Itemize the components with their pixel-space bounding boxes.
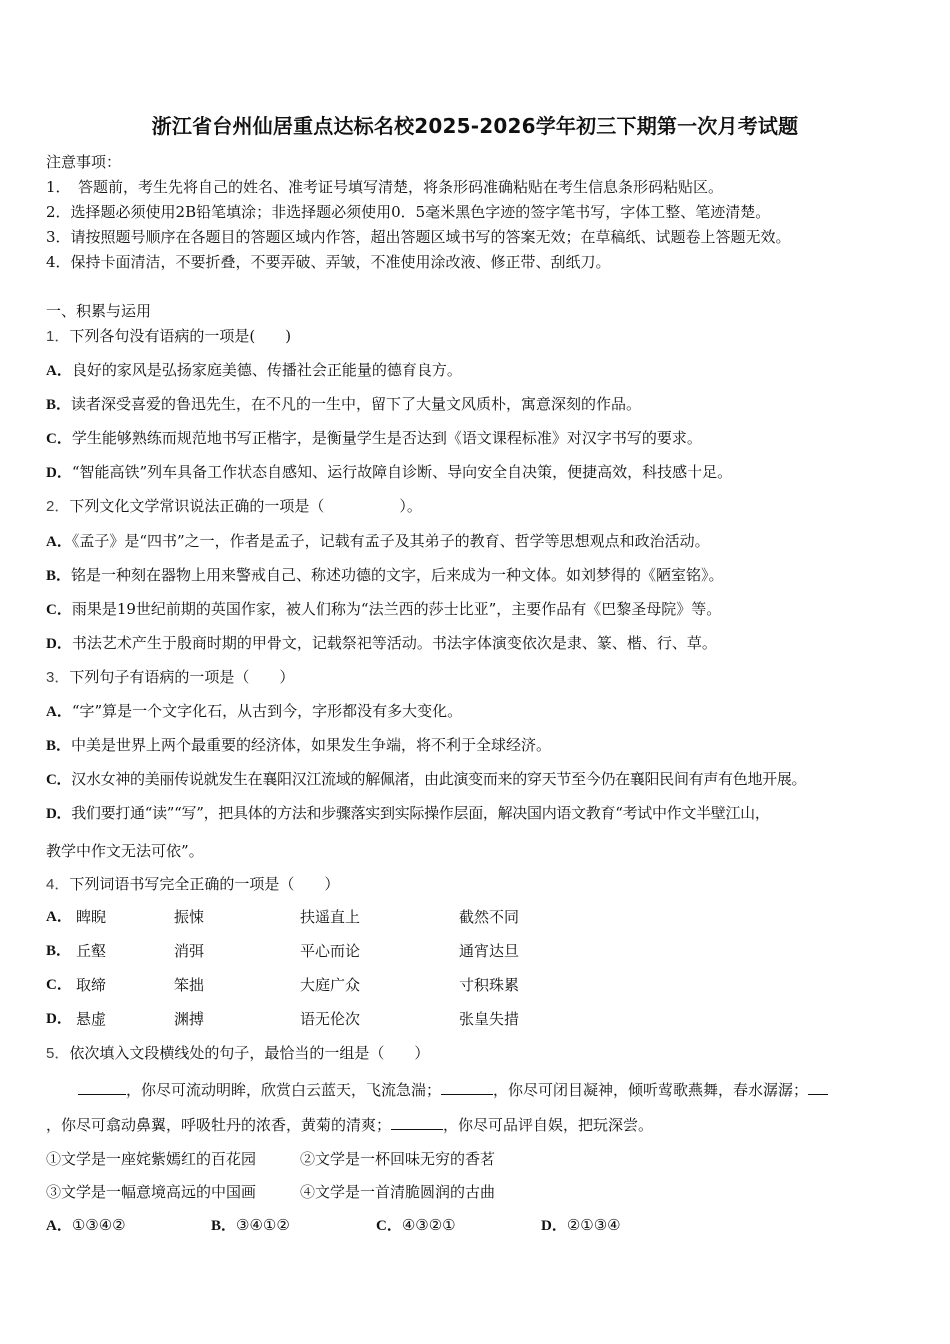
choice-d: [541, 1215, 621, 1236]
question-2-option-b: [46, 565, 724, 586]
passage-text: ，你尽可品评自娱，把玩深尝。: [443, 1116, 654, 1134]
question-1-option-c: [46, 428, 702, 449]
option-label: D．: [46, 636, 72, 652]
sentence-item-1: ①文学是一座姹紫嫣红的百花园: [46, 1150, 257, 1168]
sentence-item-2: ②文学是一杯回味无穷的香茗: [300, 1150, 496, 1168]
question-2-option-d: [46, 633, 717, 654]
option-label: B．: [46, 568, 72, 584]
question-3-option-b: [46, 735, 551, 756]
option-label: A．: [46, 1218, 72, 1234]
question-text: 下列文化文学常识说法正确的一项是（ ）。: [69, 497, 422, 515]
question-number: 1．: [46, 328, 70, 345]
option-text: 学生能够熟练而规范地书写正楷字，是衡量学生是否达到《语文课程标准》对汉字书写的要求。: [71, 429, 702, 447]
option-label: D．: [46, 1011, 72, 1027]
option-text: 雨果是19世纪前期的英国作家，被人们称为“法兰西的莎士比亚”，主要作品有《巴黎圣母院》等。: [71, 600, 722, 618]
notice-item: 4．保持卡面清洁，不要折叠，不要弄破、弄皱，不准使用涂改液、修正带、刮纸刀。: [46, 253, 611, 271]
exam-title: 浙江省台州仙居重点达标名校2025-2026学年初三下期第一次月考试题: [151, 114, 799, 138]
option-text: ④③②①: [401, 1216, 456, 1234]
option-label: B．: [46, 943, 72, 959]
word: 睥睨: [76, 908, 107, 926]
question-3-option-d: [46, 803, 770, 824]
option-text: ③④①②: [236, 1216, 290, 1234]
option-label: C．: [46, 431, 72, 447]
option-label: C．: [46, 977, 72, 993]
option-label: A．: [46, 909, 72, 925]
option-label: B．: [46, 738, 72, 754]
option-label: C．: [46, 602, 72, 618]
question-text: 依次填入文段横线处的句子，最恰当的一组是（ ）: [69, 1044, 430, 1062]
question-number: 4．: [46, 876, 70, 893]
fill-blank: [391, 1115, 443, 1130]
option-text: 良好的家风是弘扬家庭美德、传播社会正能量的德育良方。: [71, 361, 462, 379]
question-3-stem: [46, 667, 294, 688]
option-text: 读者深受喜爱的鲁迅先生，在不凡的一生中，留下了大量文风质朴，寓意深刻的作品。: [71, 395, 642, 413]
choice-b: [211, 1215, 290, 1236]
question-number: 2．: [46, 498, 70, 515]
word: 丘壑: [76, 942, 107, 960]
question-4-stem: [46, 874, 339, 895]
question-1-stem: [46, 326, 291, 347]
option-label: C．: [46, 772, 72, 788]
question-1-option-b: [46, 394, 641, 415]
option-text: “智能高铁”列车具备工作状态自感知、运行故障自诊断、导向安全自决策，便捷高效，科技感十足。: [71, 463, 733, 481]
section-heading: 一、积累与运用: [46, 302, 152, 320]
option-text: ②①③④: [566, 1216, 621, 1234]
word: 渊搏: [174, 1010, 205, 1028]
question-3-option-d-continued: 教学中作文无法可依”。: [46, 842, 204, 860]
question-3-option-c: [46, 769, 806, 790]
word: 消弭: [174, 942, 205, 960]
word: 取缔: [76, 976, 107, 994]
word: 通宵达旦: [459, 942, 520, 960]
option-text: 书法艺术产生于殷商时期的甲骨文，记载祭祀等活动。书法字体演变依次是隶、篆、楷、行、草。: [71, 634, 717, 652]
question-5-stem: [46, 1043, 429, 1064]
choice-c: [376, 1215, 456, 1236]
fill-blank: [441, 1080, 493, 1095]
option-text: 我们要打通“读”“写”，把具体的方法和步骤落实到实际操作层面，解决国内语文教育“考试中作文半壁江山，: [71, 804, 770, 822]
option-text: ①③④②: [71, 1216, 126, 1234]
question-3-option-a: [46, 701, 462, 722]
question-1-option-d: [46, 462, 732, 483]
option-label: A．: [46, 704, 72, 720]
option-text: 中美是世界上两个最重要的经济体，如果发生争端，将不利于全球经济。: [71, 736, 552, 754]
sentence-item-3: ③文学是一幅意境高远的中国画: [46, 1183, 257, 1201]
option-label: D．: [46, 465, 72, 481]
notice-item: 1． 答题前，考生先将自己的姓名、准考证号填写清楚，将条形码准确粘贴在考生信息条形码粘贴区。: [46, 178, 724, 196]
question-1-option-a: [46, 360, 462, 381]
question-2-option-a: [46, 531, 710, 552]
word: 语无伦次: [300, 1010, 361, 1028]
option-text: 《孟子》是“四书”之一，作者是孟子，记载有孟子及其弟子的教育、哲学等思想观点和政治活动。: [71, 532, 710, 550]
question-number: 5．: [46, 1045, 70, 1062]
notice-item: 2．选择题必须使用2B铅笔填涂；非选择题必须使用0．5毫米黑色字迹的签字笔书写，字体工整、笔迹清楚。: [46, 203, 771, 221]
fill-blank: [78, 1080, 126, 1095]
choice-a: [46, 1215, 126, 1236]
word: 寸积珠累: [459, 976, 520, 994]
option-label: B．: [211, 1218, 237, 1234]
word: 悬虚: [76, 1010, 107, 1028]
sentence-item-4: ④文学是一首清脆圆润的古曲: [300, 1183, 496, 1201]
question-2-stem: [46, 496, 422, 517]
question-2-option-c: [46, 599, 721, 620]
word: 截然不同: [459, 908, 520, 926]
option-label: B．: [46, 397, 72, 413]
word: 扶遥直上: [300, 908, 361, 926]
question-text: 下列词语书写完全正确的一项是（ ）: [69, 875, 340, 893]
passage-line-1: [78, 1080, 828, 1100]
passage-text: ，你尽可流动明眸，欣赏白云蓝天，飞流急湍；: [126, 1081, 442, 1099]
word: 张皇失措: [459, 1010, 520, 1028]
option-label: D．: [46, 806, 72, 822]
option-label: D．: [541, 1218, 567, 1234]
word: 大庭广众: [300, 976, 361, 994]
question-text: 下列句子有语病的一项是（ ）: [69, 668, 295, 686]
option-label: C．: [376, 1218, 402, 1234]
question-number: 3．: [46, 669, 70, 686]
option-label: A．: [46, 534, 72, 550]
fill-blank: [808, 1080, 828, 1095]
word: 笨拙: [174, 976, 205, 994]
passage-line-2: [46, 1115, 653, 1135]
word: 平心而论: [300, 942, 361, 960]
question-text: 下列各句没有语病的一项是( ): [69, 327, 292, 345]
option-text: 汉水女神的美丽传说就发生在襄阳汉江流域的解佩渚，由此演变而来的穿天节至今仍在襄阳民间有声有色地开展。: [71, 770, 807, 788]
notice-heading: 注意事项：: [46, 153, 122, 171]
passage-text: ，你尽可闭目凝神，倾听莺歌燕舞，春水潺潺；: [493, 1081, 809, 1099]
passage-text: ，你尽可翕动鼻翼，呼吸牡丹的浓香，黄菊的清爽；: [46, 1116, 392, 1134]
option-label: A．: [46, 363, 72, 379]
option-text: “字”算是一个文字化石，从古到今，字形都没有多大变化。: [71, 702, 463, 720]
option-text: 铭是一种刻在器物上用来警戒自己、称述功德的文字，后来成为一种文体。如刘梦得的《陋室铭》。: [71, 566, 724, 584]
notice-item: 3．请按照题号顺序在各题目的答题区域内作答，超出答题区域书写的答案无效；在草稿纸、试题卷上答题无效。: [46, 228, 791, 246]
word: 振悚: [174, 908, 205, 926]
